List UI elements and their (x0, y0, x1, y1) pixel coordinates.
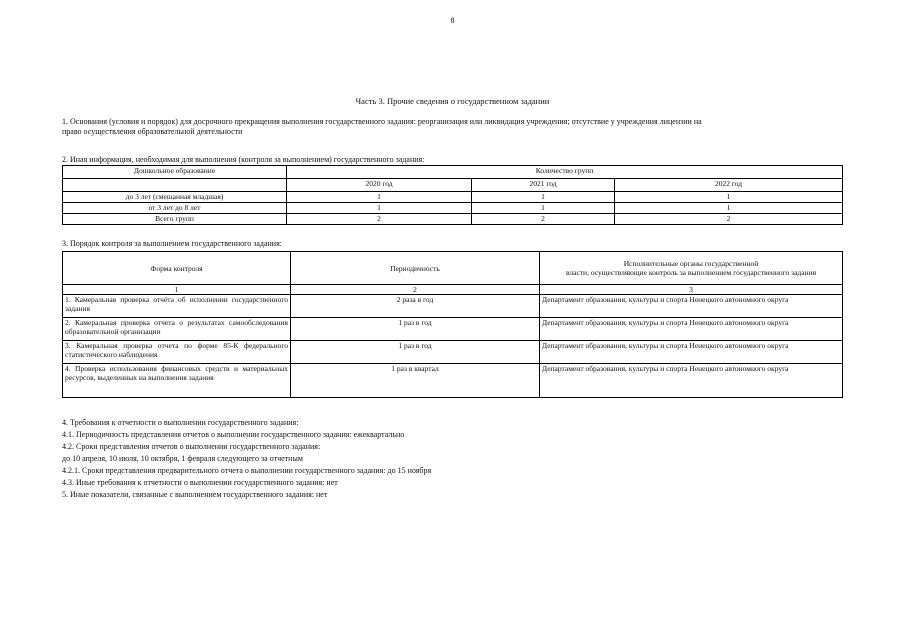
control-form: 2. Камеральная проверка отчета о результатах самообследования образовательной организации (63, 318, 291, 341)
section2-heading: 2. Иная информация, необходимая для выполнения (контроля за выполнением) государственного задания: (62, 155, 425, 164)
section1-line2: право осуществления образовательной деятельности (62, 127, 243, 136)
control-form: 1. Камеральная проверка отчёта об исполнении государственного задания (63, 295, 291, 318)
cell-value: 1 (615, 203, 843, 214)
table-row (63, 341, 843, 364)
table-row (63, 318, 843, 341)
section3-heading: 3. Порядок контроля за выполнением государственного задания: (62, 239, 282, 248)
control-org: Департамент образования, культуры и спорта Ненецкого автономного округа (540, 295, 843, 318)
groups-col-header: Дошкольное образование (63, 166, 287, 179)
column-number: 3 (540, 285, 843, 295)
table-row (63, 214, 843, 225)
cell-value: 2 (287, 214, 472, 225)
section4-line: до 10 апреля, 10 июля, 10 октября, 1 февраля следующего за отчетным (62, 454, 303, 463)
section1-line1: 1. Основания (условия и порядок) для досрочного прекращения выполнения государственного задания: реорганизация или ликвидация учреждения; отсутствие у учреждения лицензии на (62, 117, 702, 126)
table-row (63, 203, 843, 214)
groups-count-header: Количество групп (287, 166, 843, 179)
org-header-line2: власти, осуществляющие контроль за выполнением государственного задания (565, 268, 817, 277)
row-label: Всего групп (63, 214, 287, 225)
control-org-header (540, 252, 843, 285)
column-number: 2 (291, 285, 540, 295)
section4-line: 4. Требования к отчетности о выполнении государственного задания: (62, 418, 299, 427)
control-period: 1 раз в год (291, 341, 540, 364)
part-title: Часть 3. Прочие сведения о государственном задании (355, 96, 550, 106)
control-org: Департамент образования, культуры и спорта Ненецкого автономного округа (540, 318, 843, 341)
section4-line: 4.2. Сроки представления отчетов о выполнении государственного задания: (62, 442, 321, 451)
control-period-header: Периодичность (291, 252, 540, 285)
section4-line: 4.3. Иные требования к отчетности о выполнении государственного задания: нет (62, 478, 338, 487)
control-form: 4. Проверка использования финансовых средств и материальных ресурсов, выделенных на выполнения задания (63, 364, 291, 398)
control-period: 1 раз в год (291, 318, 540, 341)
control-form-header: Форма контроля (63, 252, 291, 285)
control-form: 3. Камеральная проверка отчета по форме 85-К федерального статистического наблюдения (63, 341, 291, 364)
cell-value: 1 (472, 203, 615, 214)
groups-empty-cell (63, 179, 287, 192)
control-table (62, 251, 843, 398)
cell-value: 1 (615, 192, 843, 203)
section4-line: 4.2.1. Сроки представления предварительного отчета о выполнении государственного задания: до 15 ноября (62, 466, 432, 475)
table-row (63, 295, 843, 318)
control-org: Департамент образования, культуры и спорта Ненецкого автономного округа (540, 341, 843, 364)
year-header: 2021 год (472, 179, 615, 192)
groups-table (62, 165, 843, 225)
control-period: 1 раз в квартал (291, 364, 540, 398)
column-number: 1 (63, 285, 291, 295)
cell-value: 1 (287, 192, 472, 203)
cell-value: 2 (615, 214, 843, 225)
page-number: 8 (450, 16, 455, 25)
section4-line: 4.1. Периодичность представления отчетов о выполнении государственного задания: ежеквартально (62, 430, 405, 439)
cell-value: 1 (472, 192, 615, 203)
cell-value: 1 (287, 203, 472, 214)
year-header: 2020 год (287, 179, 472, 192)
section5-line: 5. Иные показатели, связанные с выполнением государственного задания: нет (62, 490, 328, 499)
cell-value: 2 (472, 214, 615, 225)
row-label: от 3 лет до 8 лет (63, 203, 287, 214)
year-header: 2022 год (615, 179, 843, 192)
table-row (63, 364, 843, 398)
table-row (63, 192, 843, 203)
org-header-line1: Исполнительные органы государственной (623, 259, 759, 268)
control-org: Департамент образования, культуры и спорта Ненецкого автономного округа (540, 364, 843, 398)
row-label: до 3 лет (смешанная младшая) (63, 192, 287, 203)
control-period: 2 раза в год (291, 295, 540, 318)
